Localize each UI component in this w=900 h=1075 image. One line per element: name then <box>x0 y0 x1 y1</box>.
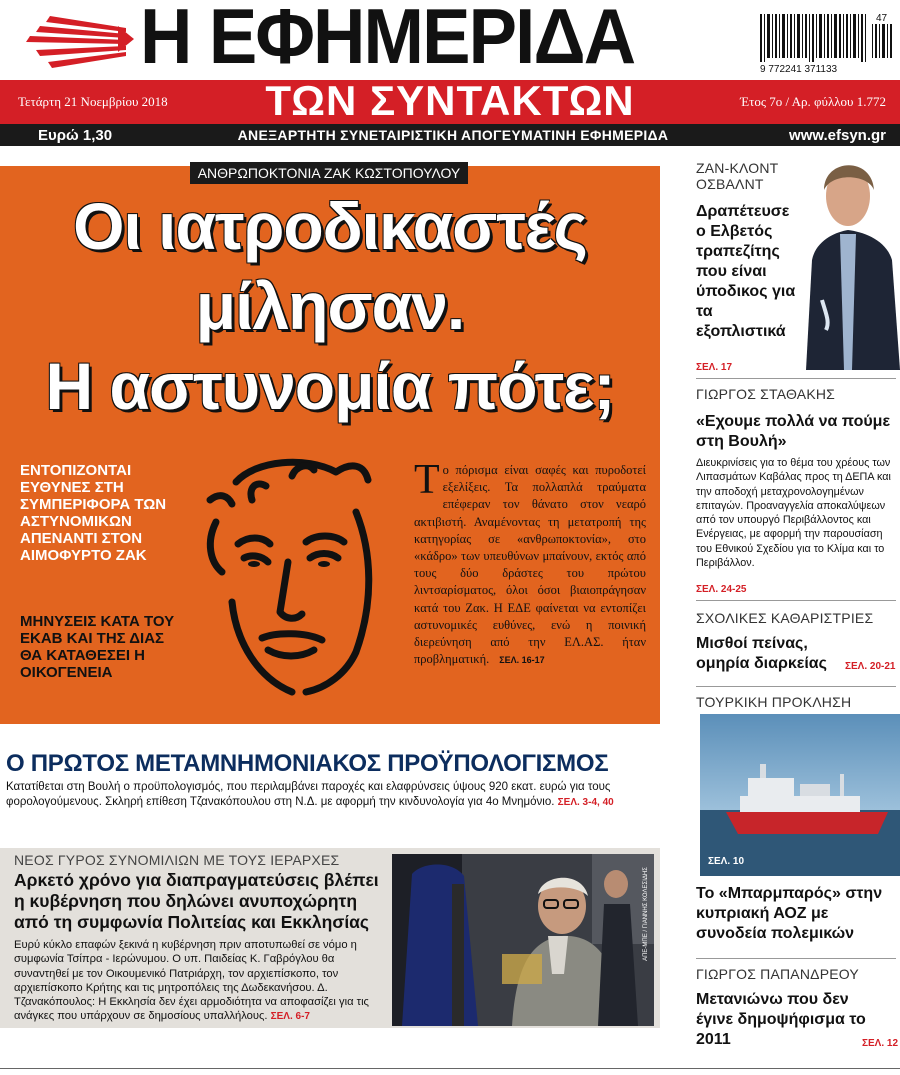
sidebar-story4-kicker: ΤΟΥΡΚΙΚΗ ΠΡΟΚΛΗΣΗ <box>696 694 852 710</box>
barcode-issue: 47 <box>876 13 888 24</box>
sidebar-story5-headline[interactable]: Μετανιώνω που δεν έγινε δημοψήφισμα το 2011 <box>696 991 866 1048</box>
issue-date: Τετάρτη 21 Νοεμβρίου 2018 <box>18 94 168 109</box>
sidebar-story5-kicker: ΓΙΩΡΓΟΣ ΠΑΠΑΝΔΡΕΟΥ <box>696 966 859 982</box>
lead-kicker: ΑΝΘΡΩΠΟΚΤΟΝΙΑ ΖΑΚ ΚΩΣΤΟΠΟΥΛΟΥ <box>190 162 468 184</box>
sidebar-story4-headline[interactable]: Το «Μπαρμπαρός» στην κυπριακή ΑΟΖ με συνοδεία πολεμικών <box>696 885 883 942</box>
lead-body <box>414 457 646 669</box>
portrait-illustration <box>196 452 396 702</box>
masthead-subtitle: ΤΩΝ ΣΥΝΤΑΚΤΩΝ <box>265 77 635 124</box>
issue-number: Έτος 7ο / Αρ. φύλλου 1.772 <box>740 94 886 109</box>
lead-dropcap: Τ <box>414 457 440 503</box>
sidebar-story2-body: Διευκρινίσεις για το θέμα του χρέους των Λιπασμάτων Καβάλας προς τη ΔΕΠΑ και την αποδοχή μεταχρονολογημένων επιταγών. Προαναγγελία αποκαλύψεων από τον υπουργό Περιβάλλοντος και Ενέργειας, με αφορμή την παρουσίαση του Εθνικού Σχεδίου για το Κλίμα και το Περιβάλλον. <box>696 457 891 570</box>
tagline: ΑΝΕΞΑΡΤΗΤΗ ΣΥΝΕΤΑΙΡΙΣΤΙΚΗ ΑΠΟΓΕΥΜΑΤΙΝΗ ΕΦΗΜΕΡΙΔΑ <box>237 127 669 143</box>
budget-page-ref[interactable]: ΣΕΛ. 3-4, 40 <box>557 796 614 808</box>
church-photo-credit: ΑΠΕ-ΜΠΕ / ΓΙΑΝΝΗΣ ΚΟΛΕΣΙΔΗΣ <box>643 867 649 961</box>
sidebar-story1-headline[interactable]: Δραπέτευσε ο Ελβετός τραπεζίτης που είναι ύποδικος για τα εξοπλιστικά <box>696 203 796 340</box>
lead-side-white: ΕΝΤΟΠΙΖΟΝΤΑΙ ΕΥΘΥΝΕΣ ΣΤΗ ΣΥΜΠΕΡΙΦΟΡΑ ΤΩΝ ΑΣΤΥΝΟΜΙΚΩΝ ΑΠΕΝΑΝΤΙ ΣΤΟΝ ΑΙΜΟΦΥΡΤΟ ΖΑΚ <box>20 462 167 564</box>
church-photo <box>392 854 654 1026</box>
barcode <box>756 10 896 76</box>
newspaper-logo-icon <box>22 10 134 68</box>
banker-photo <box>796 150 900 370</box>
ship-photo <box>700 714 900 876</box>
website-link[interactable]: www.efsyn.gr <box>789 127 886 144</box>
sidebar-story3-page-ref[interactable]: ΣΕΛ. 20-21 <box>845 661 896 672</box>
sidebar-story1-page-ref[interactable]: ΣΕΛ. 17 <box>696 362 733 373</box>
sidebar-story3-headline[interactable]: Μισθοί πείνας, ομηρία διαρκείας <box>696 635 827 672</box>
lead-headline-line-1: Οι ιατροδικαστές <box>73 189 587 263</box>
ship-photo-page-ref: ΣΕΛ. 10 <box>708 856 745 867</box>
budget-body: Κατατίθεται στη Βουλή ο προϋπολογισμός, που περιλαμβάνει παροχές και ελαφρύνσεις ύψους 920 εκατ. ευρώ για τους φορολογούμενους. Σκληρή επίθεση Τζανακόπουλου στη Ν.Δ. με αφορμή την κινδυνολογία για 4ο Μνημόνιο. <box>6 781 611 808</box>
sidebar-divider <box>696 378 896 379</box>
church-kicker: ΝΕΟΣ ΓΥΡΟΣ ΣΥΝΟΜΙΛΙΩΝ ΜΕ ΤΟΥΣ ΙΕΡΑΡΧΕΣ <box>14 852 340 868</box>
lead-page-ref[interactable]: ΣΕΛ. 16-17 <box>499 655 545 666</box>
sidebar-story2-headline[interactable]: «Εχουμε πολλά να πούμε στη Βουλή» <box>696 413 891 450</box>
barcode-number: 9 772241 371133 <box>760 64 838 75</box>
church-text <box>14 938 386 1025</box>
budget-text <box>6 780 660 810</box>
sidebar-divider <box>696 686 896 687</box>
sidebar-story2-text <box>696 456 896 570</box>
sidebar-divider <box>696 600 896 601</box>
sidebar-story3-kicker: ΣΧΟΛΙΚΕΣ ΚΑΘΑΡΙΣΤΡΙΕΣ <box>696 610 874 626</box>
masthead-title: Η ΕΦΗΜΕΡΙΔΑ <box>140 0 635 80</box>
lead-headline[interactable] <box>10 186 650 426</box>
footer-rule <box>0 1068 900 1069</box>
sidebar-story2-page-ref[interactable]: ΣΕΛ. 24-25 <box>696 584 747 595</box>
sidebar-divider <box>696 958 896 959</box>
lead-body-text: ο πόρισμα είναι σαφές και πυροδοτεί εξελίξεις. Τα πολλαπλά τραύματα επέφεραν τον θάνατο στον νεαρό ακτιβιστή. Αναμένοντας τη μετατροπή της κατηγορίας σε «ανθρωποκτονία», στο «κάδρο» των υπευθύνων μπαίνουν, εκτός από τους δύο δράστες του πρώτου λιντσαρίσματος, όλοι όσοι βιαιοπράγησαν κατά του Ζακ. Η ΕΔΕ φαίνεται να εντοπίζει αστυνομικές ευθύνες, ενώ η ποινική διερεύνηση από την ΕΛ.ΑΣ. ήταν προβληματική. <box>414 463 646 667</box>
sidebar-story5-page-ref[interactable]: ΣΕΛ. 12 <box>862 1038 899 1049</box>
church-headline[interactable]: Αρκετό χρόνο για διαπραγματεύσεις βλέπει η κυβέρνηση που δηλώνει ανυποχώρητη από τη συμφωνία Πολιτείας και Εκκλησίας <box>14 870 379 932</box>
church-body: Ευρύ κύκλο επαφών ξεκινά η κυβέρνηση πριν αποτυπωθεί σε νόμο η συμφωνία Τσίπρα - Ιερώνυμου. Ο υπ. Παιδείας Κ. Γαβρόγλου θα συναντηθεί με τον Οικουμενικό Πατριάρχη, τον αρχιεπίσκοπο, τον αρχιεπίσκοπο Κρήτης και τις μητροπόλεις της Δωδεκανήσου. Δ. Τζανακόπουλος: Η Εκκλησία δεν έχει αρμοδιότητα να αποφασίζει για τις ανάγκες που υπάρχουν σε δημοσίους υπαλλήλους. <box>14 939 369 1023</box>
lead-headline-line-3: Η αστυνομία πότε; <box>45 349 615 423</box>
sidebar-story2-kicker: ΓΙΩΡΓΟΣ ΣΤΑΘΑΚΗΣ <box>696 386 836 402</box>
lead-side-black: ΜΗΝΥΣΕΙΣ ΚΑΤΑ ΤΟΥ ΕΚΑΒ ΚΑΙ ΤΗΣ ΔΙΑΣ ΘΑ ΚΑΤΑΘΕΣΕΙ Η ΟΙΚΟΓΕΝΕΙΑ <box>20 613 175 681</box>
sidebar-story1-kicker: ΖΑΝ-ΚΛΟΝΤ ΟΣΒΑΛΝΤ <box>696 160 779 192</box>
price: Ευρώ 1,30 <box>38 127 113 144</box>
lead-headline-line-2: μίλησαν. <box>195 269 465 343</box>
budget-headline[interactable]: Ο ΠΡΩΤΟΣ ΜΕΤΑΜΝΗΜΟΝΙΑΚΟΣ ΠΡΟΫΠΟΛΟΓΙΣΜΟΣ <box>6 750 609 777</box>
church-page-ref[interactable]: ΣΕΛ. 6-7 <box>270 1011 310 1023</box>
